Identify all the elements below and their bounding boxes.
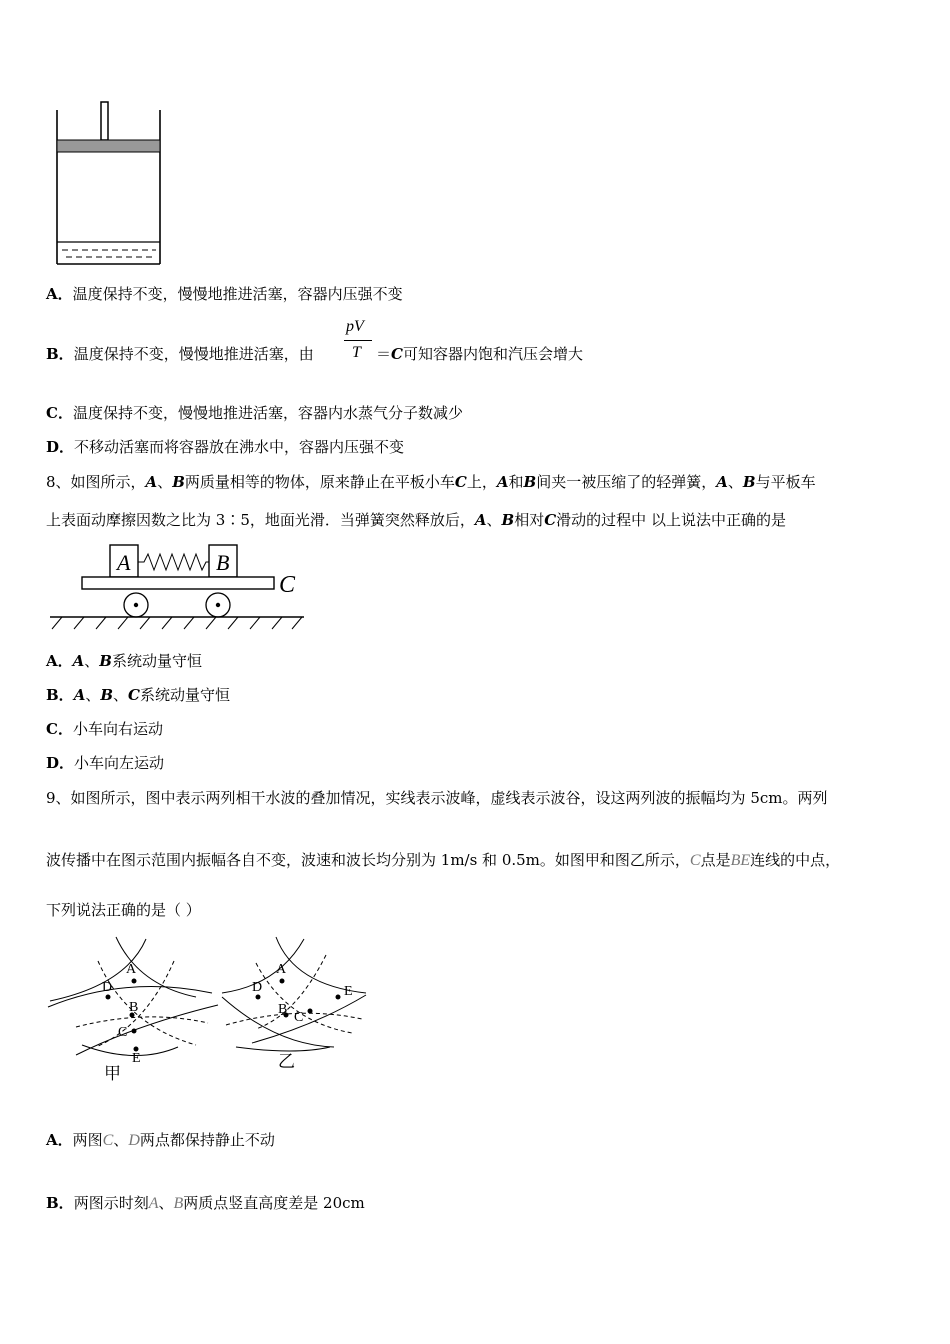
wave-left-label-b: B (129, 1000, 139, 1015)
wave-right-caption: 乙 (278, 1052, 295, 1071)
q7-option-d: D．不移动活塞而将容器放在沸水中，容器内压强不变 (46, 438, 405, 456)
fraction-bar (344, 340, 372, 341)
q7-option-a: A．温度保持不变，慢慢地推进活塞，容器内压强不变 (46, 285, 403, 303)
wave-right-label-b: B (278, 1002, 288, 1017)
wave-right-label-d: D (252, 980, 263, 995)
cart-label-b: B (216, 550, 230, 575)
cart-label-c: C (279, 572, 296, 598)
fraction-denominator: T (352, 344, 361, 361)
wave-left-label-c: C (118, 1025, 128, 1040)
q9-option-b: B．两图示时刻A、B两质点竖直高度差是 20cm (46, 1194, 365, 1212)
cart-spring-figure (46, 540, 310, 632)
q7-option-b-rest: ＝C可知容器内饱和汽压会增大 (376, 345, 583, 363)
wave-left-label-d: D (102, 980, 113, 995)
wave-interference-figure (46, 935, 376, 1085)
q8-stem-line1: 8、如图所示，A、B两质量相等的物体，原来静止在平板小车C上，A和B间夹一被压缩了的轻弹簧，A、B与平板车 (46, 473, 816, 491)
q8-stem-line2: 上表面动摩擦因数之比为 3∶5，地面光滑．当弹簧突然释放后，A、B相对C滑动的过程中 以上说法中正确的是 (46, 511, 786, 529)
q8-option-a: A．A、B系统动量守恒 (46, 652, 202, 670)
wave-left-caption: 甲 (104, 1064, 121, 1083)
wave-right-label-e: E (344, 984, 353, 999)
wave-right-label-c: C (294, 1010, 304, 1025)
wave-left-label-a: A (126, 962, 137, 977)
q9-stem-line3: 下列说法正确的是（ ） (46, 901, 201, 919)
wave-right-label-a: A (276, 962, 287, 977)
q9-stem-line1: 9、如图所示，图中表示两列相干水波的叠加情况，实线表示波峰，虚线表示波谷，设这两列波的振幅均为 5cm。两列 (46, 789, 828, 807)
q8-option-d: D．小车向左运动 (46, 754, 165, 772)
wave-left-label-e: E (132, 1051, 141, 1066)
fraction-numerator: pV (346, 318, 364, 335)
q8-option-b: B．A、B、C系统动量守恒 (46, 686, 231, 704)
piston-container-figure (50, 98, 170, 270)
q9-option-a: A．两图C、D两点都保持静止不动 (46, 1131, 275, 1149)
q7-option-c: C．温度保持不变，慢慢地推进活塞，容器内水蒸气分子数减少 (46, 404, 463, 422)
q9-stem-line2: 波传播中在图示范围内振幅各自不变，波速和波长均分别为 1m/s 和 0.5m。如图甲和图乙所示，C点是BE连线的中点， (46, 851, 841, 869)
q7-option-b: B．温度保持不变，慢慢地推进活塞，由 (46, 345, 314, 363)
cart-label-a: A (117, 550, 131, 575)
q8-option-c: C．小车向右运动 (46, 720, 163, 738)
